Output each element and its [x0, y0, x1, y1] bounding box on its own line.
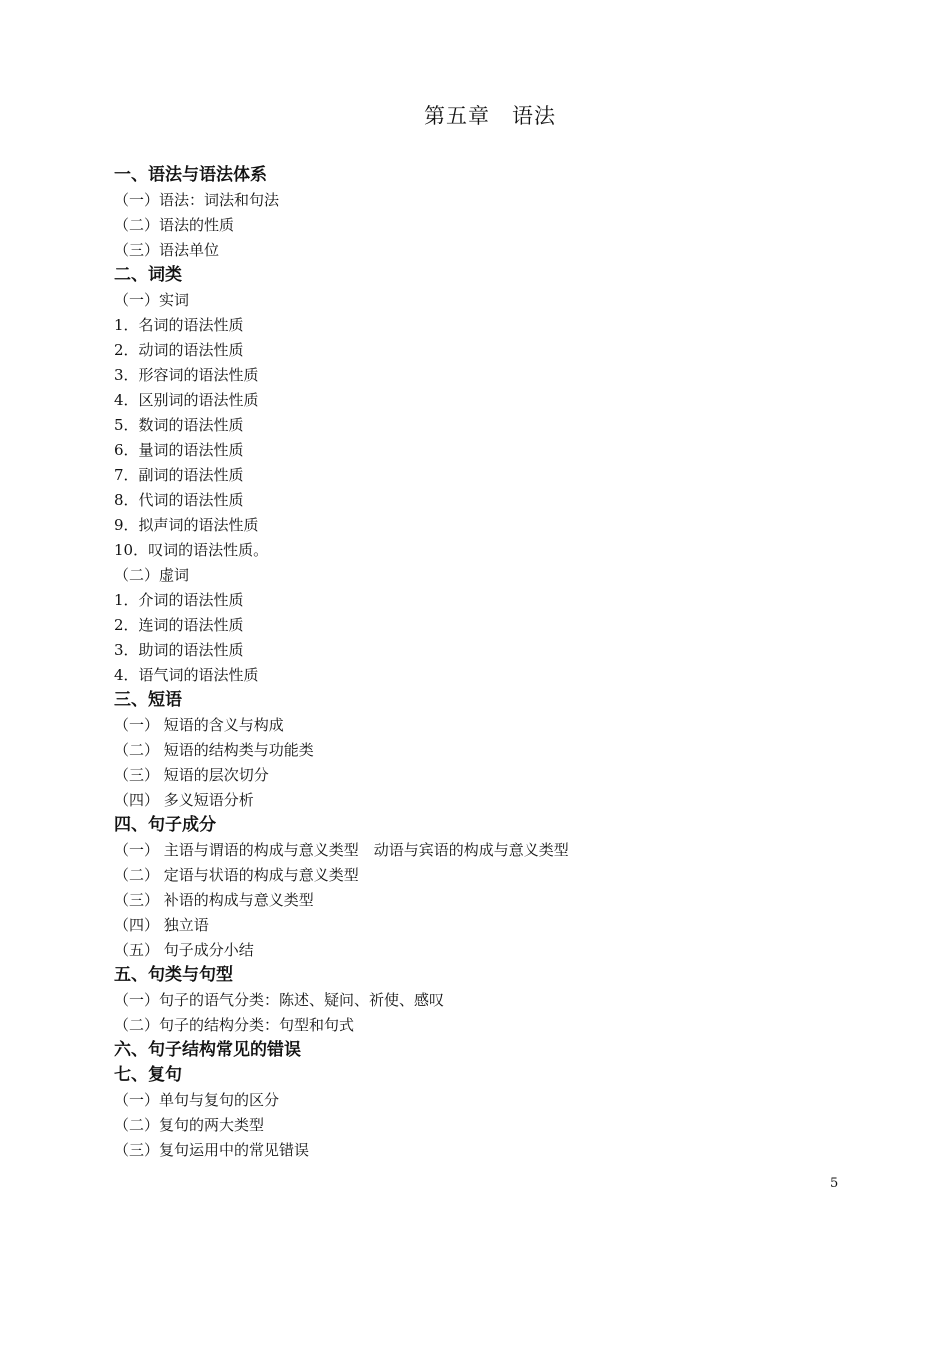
- outline-item: （五） 句子成分小结: [114, 941, 254, 959]
- outline-item: （一）单句与复句的区分: [114, 1091, 280, 1109]
- outline-item: （二）语法的性质: [114, 216, 235, 234]
- outline-item: （一） 主语与谓语的构成与意义类型 动语与宾语的构成与意义类型: [114, 841, 569, 859]
- outline-item: （二）虚词: [114, 566, 190, 584]
- outline-item: 10．叹词的语法性质。: [114, 541, 269, 559]
- outline-item: （二） 定语与状语的构成与意义类型: [114, 866, 359, 884]
- outline-item: 8．代词的语法性质: [114, 491, 244, 509]
- section-heading: 七、复句: [114, 1065, 182, 1085]
- outline-item: （二） 短语的结构类与功能类: [114, 741, 314, 759]
- outline-item: （二）句子的结构分类：句型和句式: [114, 1016, 355, 1034]
- outline-item: （一）句子的语气分类：陈述、疑问、祈使、感叹: [114, 991, 445, 1009]
- outline-item: 1．名词的语法性质: [114, 316, 244, 334]
- outline-item: （三）语法单位: [114, 241, 220, 259]
- outline-item: （四） 独立语: [114, 916, 209, 934]
- page-title: 第五章 语法: [424, 104, 556, 128]
- outline-item: （二）复句的两大类型: [114, 1116, 265, 1134]
- outline-item: （一）语法：词法和句法: [114, 191, 280, 209]
- section-heading: 五、句类与句型: [114, 965, 233, 985]
- outline-item: 5．数词的语法性质: [114, 416, 244, 434]
- outline-item: 2．连词的语法性质: [114, 616, 244, 634]
- outline-item: 7．副词的语法性质: [114, 466, 244, 484]
- outline-item: （三） 补语的构成与意义类型: [114, 891, 314, 909]
- outline-item: 4．区别词的语法性质: [114, 391, 259, 409]
- outline-item: 9．拟声词的语法性质: [114, 516, 259, 534]
- page-number: 5: [830, 1176, 839, 1191]
- outline-list: [114, 163, 854, 1163]
- outline-item: （三） 短语的层次切分: [114, 766, 269, 784]
- outline-item: 2．动词的语法性质: [114, 341, 244, 359]
- outline-item: 1．介词的语法性质: [114, 591, 244, 609]
- outline-item: （三）复句运用中的常见错误: [114, 1141, 310, 1159]
- section-heading: 四、句子成分: [114, 815, 216, 835]
- outline-item: （四） 多义短语分析: [114, 791, 254, 809]
- section-heading: 二、词类: [114, 265, 182, 285]
- section-heading: 一、语法与语法体系: [114, 165, 267, 185]
- outline-item: 3．助词的语法性质: [114, 641, 244, 659]
- outline-item: 4．语气词的语法性质: [114, 666, 259, 684]
- outline-item: 6．量词的语法性质: [114, 441, 244, 459]
- outline-item: 3．形容词的语法性质: [114, 366, 259, 384]
- outline-item: （一）实词: [114, 291, 190, 309]
- section-heading: 六、句子结构常见的错误: [114, 1040, 301, 1060]
- section-heading: 三、短语: [114, 690, 182, 710]
- outline-item: （一） 短语的含义与构成: [114, 716, 284, 734]
